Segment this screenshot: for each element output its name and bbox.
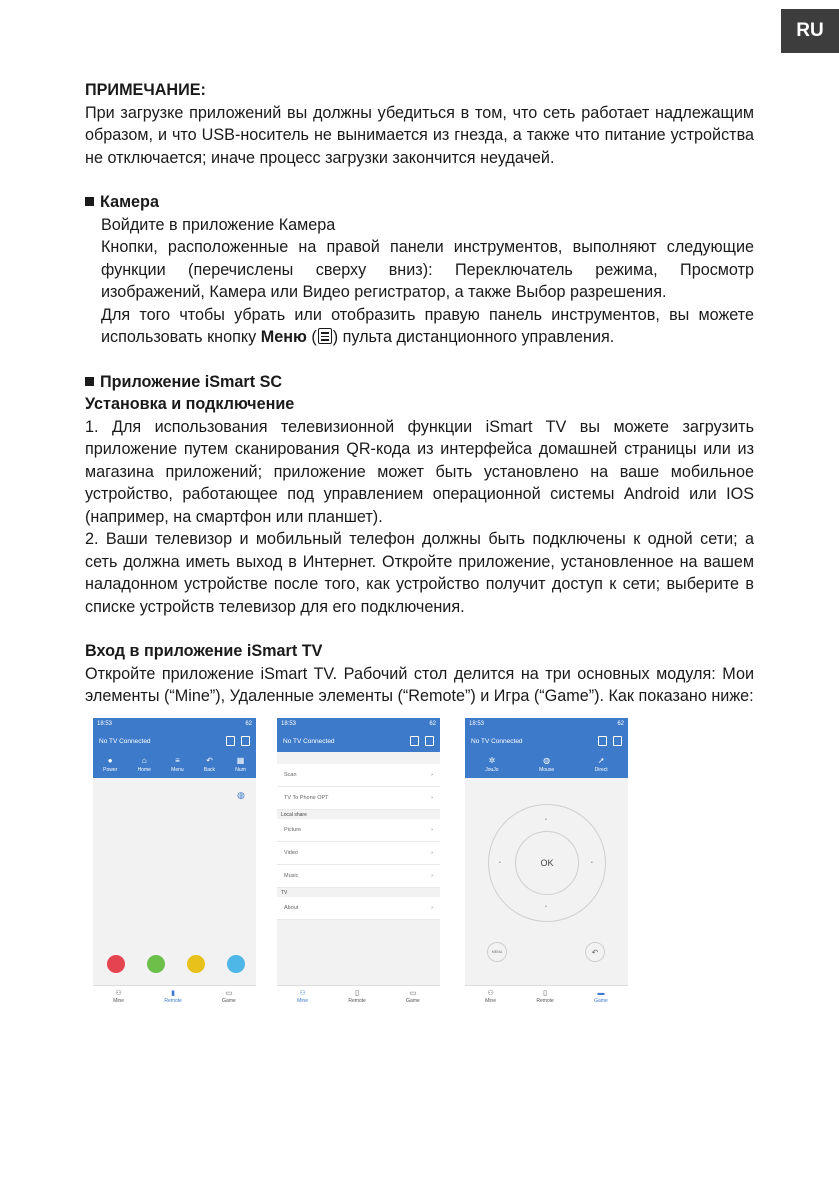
ismart-tv-paragraph: Откройте приложение iSmart TV. Рабочий стол делится на три основных модуля: Мои элементы (“Mine”), Удаленные элементы (“Remote”) и Игра (“Game”). Как показано ниже:	[85, 664, 754, 705]
nav-mine[interactable]	[113, 990, 124, 1004]
install-paragraph-2: 2. Ваши телевизор и мобильный телефон должны быть подключены к одной сети; а сеть должна иметь выход в Интернет. Откройте приложение, установленное на вашем наладонном устройстве после того, как устройство получит доступ к сети; выберите в списке устройств телевизор для его подключения.	[85, 530, 754, 616]
home-button[interactable]	[138, 757, 151, 773]
game-icon: ▬	[597, 990, 605, 997]
camera-line3-pre: Для того чтобы убрать или отобразить правую панель инструментов, вы можете использовать кнопку	[101, 305, 754, 346]
ok-label: OK	[540, 858, 554, 868]
nav-mine[interactable]	[297, 990, 308, 1004]
status-time: 18:53	[469, 721, 485, 727]
device-icon[interactable]	[425, 736, 434, 746]
bottom-nav	[277, 985, 440, 1008]
joujo-button[interactable]	[485, 757, 498, 773]
list-item[interactable]	[277, 764, 440, 787]
menu-button-icon	[318, 328, 332, 344]
device-icon[interactable]	[241, 736, 250, 746]
app-title-bar	[277, 730, 440, 752]
chevron-right-icon: ›	[431, 873, 433, 879]
camera-line3-post: пульта дистанционного управления.	[338, 328, 615, 346]
remote-icon: ▯	[355, 990, 360, 997]
remote-icon: ▮	[171, 990, 176, 997]
joujo-icon: ✲	[488, 756, 496, 765]
nav-remote[interactable]	[164, 990, 182, 1004]
num-icon: ▦	[236, 756, 245, 765]
camera-line2: Кнопки, расположенные на правой панели инструментов, выполняют следующие функции (перечислены сверху вниз): Переключатель режима, Просмотр изображений, Камера или Видео регистратор, а также Выбор разрешения.	[101, 238, 754, 301]
bullet-square-icon	[85, 377, 94, 386]
title-icons	[226, 736, 250, 746]
home-icon: ⌂	[141, 756, 147, 765]
connection-title: No TV Connected	[99, 737, 151, 745]
app-title-bar	[465, 730, 628, 752]
nav-game[interactable]	[406, 990, 420, 1004]
nav-mine-label: Mine	[485, 998, 496, 1004]
list-item-label: Music	[284, 873, 299, 879]
nav-remote-label: Remote	[164, 998, 182, 1004]
note-text: При загрузке приложений вы должны убедиться в том, что сеть работает надлежащим образом, и что USB-носитель не вынимается из гнезда, а также что питание устройства не отключается; иначе процесс загрузки закончится неудачей.	[85, 103, 754, 167]
status-battery: 62	[245, 721, 252, 727]
camera-heading	[85, 191, 754, 214]
back-button[interactable]	[204, 757, 215, 773]
status-time: 18:53	[281, 721, 297, 727]
menu-bold-text: Меню	[260, 328, 307, 346]
language-badge: RU	[781, 9, 839, 53]
nav-remote-label: Remote	[348, 998, 366, 1004]
ok-button[interactable]	[515, 831, 579, 895]
list-item-label: Scan	[284, 772, 297, 778]
ismart-sc-heading	[85, 371, 754, 394]
bullet-square-icon	[85, 197, 94, 206]
chevron-right-icon: ›	[431, 905, 433, 911]
nav-remote-label: Remote	[536, 998, 554, 1004]
nav-mine-label: Mine	[297, 998, 308, 1004]
connection-title: No TV Connected	[471, 737, 523, 745]
game-control-bar	[465, 752, 628, 778]
direct-label: Direct	[594, 767, 608, 773]
nav-mine-label: Mine	[113, 998, 124, 1004]
yellow-color-button[interactable]	[187, 955, 205, 973]
status-time: 18:53	[97, 721, 113, 727]
menu-label: Menu	[171, 767, 184, 773]
app-title-bar	[93, 730, 256, 752]
list-item-label: TV To Phone OPT	[284, 795, 329, 801]
nav-remote[interactable]	[348, 990, 366, 1004]
power-label: Power	[103, 767, 118, 773]
cast-icon[interactable]	[410, 736, 419, 746]
direct-button[interactable]	[595, 757, 608, 773]
manual-content	[85, 79, 754, 708]
back-icon: ↶	[591, 947, 599, 957]
chevron-right-icon: ›	[431, 827, 433, 833]
device-icon[interactable]	[613, 736, 622, 746]
list-item-label: Video	[284, 850, 298, 856]
menu-button-label: MENU	[491, 950, 503, 954]
person-icon: ⚇	[299, 990, 306, 997]
menu-icon: ≡	[175, 756, 180, 765]
list-section-header: TV	[277, 888, 440, 897]
mouse-icon: ◍	[543, 756, 551, 765]
camera-line1: Войдите в приложение Камера	[101, 215, 336, 234]
menu-button[interactable]	[487, 942, 507, 962]
install-paragraph-1: 1. Для использования телевизионной функции iSmart TV вы можете загрузить приложение путем сканирования QR-кода из интерфейса домашней страницы или из магазина приложений; приложение может быть установлено на ваше мобильное устройство, работающее под управлением операционной системы Android или IOS (например, на смартфон или планшет).	[85, 417, 754, 526]
phone-screenshot-game	[465, 718, 628, 1008]
bottom-nav	[465, 985, 628, 1008]
nav-game[interactable]	[222, 990, 236, 1004]
game-icon: ▭	[409, 990, 417, 997]
ismart-tv-heading: Вход в приложение iSmart TV	[85, 642, 323, 660]
home-label: Home	[137, 767, 151, 773]
dpad-down-icon[interactable]: •	[545, 904, 547, 910]
remote-control-bar	[93, 752, 256, 778]
nav-game-label: Game	[406, 998, 420, 1004]
dpad-left-icon[interactable]: •	[499, 860, 501, 866]
game-icon: ▭	[225, 990, 233, 997]
cast-icon[interactable]	[226, 736, 235, 746]
mouse-icon[interactable]: ◍	[237, 790, 245, 800]
mouse-label: Mouse	[539, 767, 555, 773]
person-icon: ⚇	[115, 990, 122, 997]
list-item[interactable]	[277, 865, 440, 888]
status-battery: 62	[617, 721, 624, 727]
status-bar	[277, 718, 440, 730]
list-section-header: Local share	[277, 810, 440, 819]
status-battery: 62	[429, 721, 436, 727]
list-item[interactable]	[277, 819, 440, 842]
list-item-label: Picture	[284, 827, 302, 833]
status-bar	[465, 718, 628, 730]
chevron-right-icon: ›	[431, 795, 433, 801]
menu-button[interactable]	[171, 757, 184, 773]
phone-screenshot-remote	[93, 718, 256, 1008]
note-heading: ПРИМЕЧАНИЕ:	[85, 81, 206, 99]
chevron-right-icon: ›	[431, 850, 433, 856]
phone-screenshot-mine	[277, 718, 440, 1008]
status-bar	[93, 718, 256, 730]
title-icons	[410, 736, 434, 746]
list-item[interactable]	[277, 897, 440, 920]
green-color-button[interactable]	[147, 955, 165, 973]
nav-game-label: Game	[222, 998, 236, 1004]
red-color-button[interactable]	[107, 955, 125, 973]
nav-game[interactable]	[594, 990, 608, 1004]
bottom-nav	[93, 985, 256, 1008]
list-item[interactable]	[277, 787, 440, 810]
mouse-button[interactable]	[539, 757, 554, 773]
direct-icon: ➚	[597, 756, 605, 765]
title-icons	[598, 736, 622, 746]
joujo-label: JouJo	[485, 767, 499, 773]
list-item[interactable]	[277, 842, 440, 865]
list-item-label: About	[284, 905, 299, 911]
nav-remote[interactable]	[536, 990, 554, 1004]
chevron-right-icon: ›	[431, 772, 433, 778]
back-label: Back	[203, 767, 216, 773]
power-icon: ●	[107, 756, 113, 765]
camera-heading-label: Камера	[100, 193, 159, 211]
nav-mine[interactable]	[485, 990, 496, 1004]
blue-color-button[interactable]	[227, 955, 245, 973]
back-button[interactable]	[585, 942, 605, 962]
num-label: Num	[235, 767, 246, 773]
install-subheading: Установка и подключение	[85, 395, 295, 413]
num-button[interactable]	[235, 757, 246, 773]
remote-icon: ▯	[543, 990, 548, 997]
camera-line3: Для того чтобы убрать или отобразить правую панель инструментов, вы можете использовать кнопку Меню ( ) пульта дистанционного управления.	[101, 305, 754, 346]
dpad-up-icon[interactable]: •	[545, 817, 547, 823]
nav-game-label: Game	[594, 998, 608, 1004]
power-button[interactable]	[103, 757, 117, 773]
settings-list	[277, 764, 440, 920]
back-icon: ↶	[206, 756, 213, 765]
cast-icon[interactable]	[598, 736, 607, 746]
connection-title: No TV Connected	[283, 737, 335, 745]
person-icon: ⚇	[487, 990, 494, 997]
ismart-sc-heading-label: Приложение iSmart SC	[100, 372, 283, 391]
dpad-right-icon[interactable]: •	[591, 860, 593, 866]
